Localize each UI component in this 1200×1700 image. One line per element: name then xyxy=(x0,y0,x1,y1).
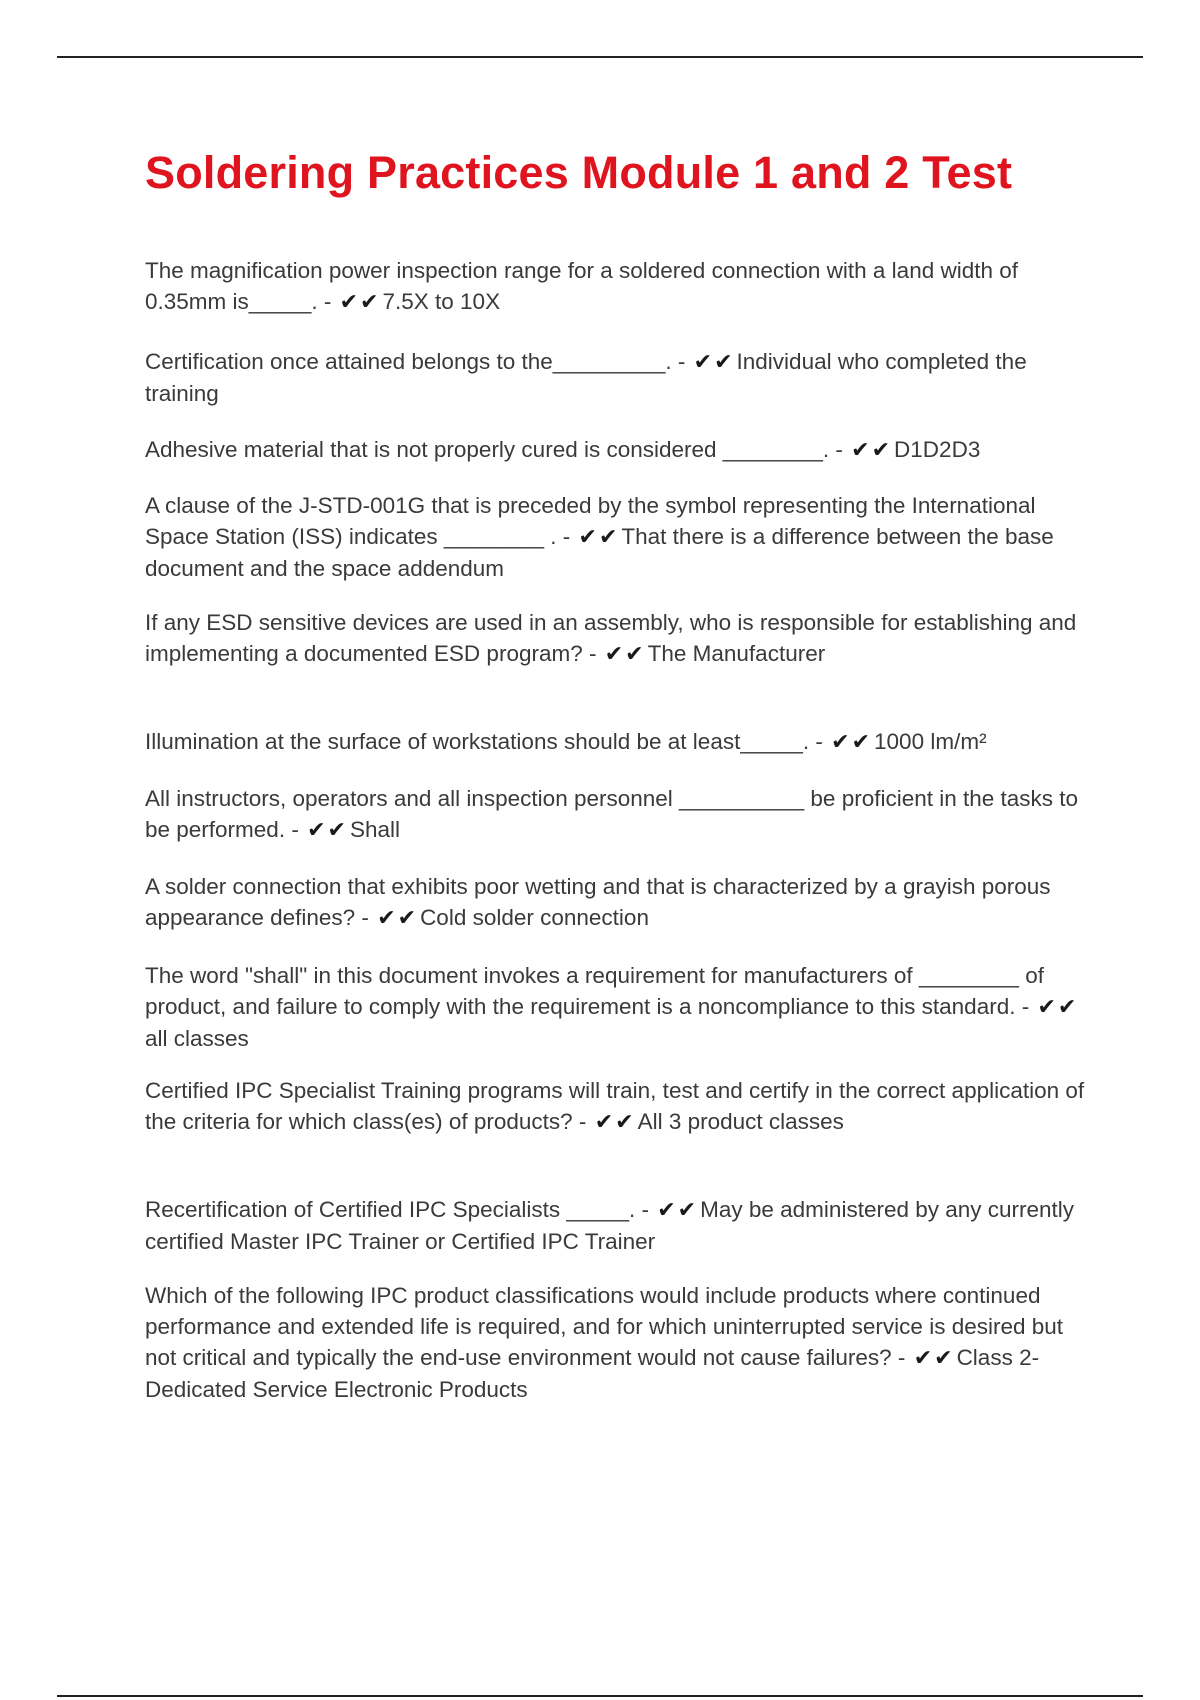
answer-text: May be administered by any currently certified Master IPC Trainer or Certified IPC Trainer xyxy=(145,1197,1075,1254)
question-text: The magnification power inspection range for a soldered connection with a land width of 0.35mm is_____. - xyxy=(145,258,1019,314)
question-text: If any ESD sensitive devices are used in an assembly, who is responsible for establishing and implementing a documented ESD program? - xyxy=(145,610,1077,666)
double-check-icon: ✔✔ xyxy=(913,1346,955,1371)
question-text: Illumination at the surface of workstations should be at least_____. - xyxy=(145,729,823,754)
qa-item-9 xyxy=(145,960,1090,1054)
qa-item-12 xyxy=(145,1280,1090,1405)
qa-item-7 xyxy=(145,783,1090,846)
question-text: The word "shall" in this document invokes a requirement for manufacturers of ________ of product, and failure to comply with the requirement is a noncompliance to this standard. - xyxy=(145,963,1044,1019)
answer-text: 7.5X to 10X xyxy=(382,289,501,314)
page-title: Soldering Practices Module 1 and 2 Test xyxy=(145,147,1013,198)
top-rule xyxy=(57,56,1143,58)
qa-item-6 xyxy=(145,726,1090,758)
question-text: A solder connection that exhibits poor wetting and that is characterized by a grayish porous appearance defines? - xyxy=(145,874,1051,930)
answer-text: 1000 lm/m² xyxy=(874,729,987,754)
answer-text: The Manufacturer xyxy=(647,641,826,666)
question-text: Certification once attained belongs to the_________. - xyxy=(145,349,686,374)
question-text: All instructors, operators and all inspection personnel __________ be proficient in the tasks to be performed. - xyxy=(145,786,1079,842)
double-check-icon: ✔✔ xyxy=(594,1110,636,1135)
double-check-icon: ✔✔ xyxy=(657,1198,699,1223)
answer-text: D1D2D3 xyxy=(894,437,981,462)
question-text: Certified IPC Specialist Training programs will train, test and certify in the correct application of the criteria for which class(es) of products? - xyxy=(145,1078,1085,1134)
question-text: A clause of the J-STD-001G that is preceded by the symbol representing the International Space Station (ISS) indicates ________ . - xyxy=(145,493,1036,549)
question-text: Which of the following IPC product classifications would include products where continued performance and extended life is required, and for which uninterrupted service is desired but not critical and typically the end-use environment would not cause failures? - xyxy=(145,1283,1064,1370)
answer-text: Cold solder connection xyxy=(420,905,649,930)
double-check-icon: ✔✔ xyxy=(578,525,620,550)
double-check-icon: ✔✔ xyxy=(339,290,381,315)
qa-item-5 xyxy=(145,607,1090,670)
double-check-icon: ✔✔ xyxy=(851,438,893,463)
qa-item-1 xyxy=(145,255,1090,318)
qa-item-3 xyxy=(145,434,1090,466)
bottom-rule xyxy=(57,1695,1143,1697)
answer-text: Shall xyxy=(349,817,401,842)
answer-text: That there is a difference between the base document and the space addendum xyxy=(145,524,1054,581)
double-check-icon: ✔✔ xyxy=(307,818,348,843)
qa-item-4 xyxy=(145,490,1090,584)
double-check-icon: ✔✔ xyxy=(1037,995,1079,1020)
double-check-icon: ✔✔ xyxy=(377,906,419,931)
answer-text: Individual who completed the training xyxy=(145,349,1027,406)
question-text: Recertification of Certified IPC Specialists _____. - xyxy=(145,1197,649,1222)
qa-item-11 xyxy=(145,1194,1090,1257)
answer-text: all classes xyxy=(145,1026,249,1051)
qa-item-10 xyxy=(145,1075,1090,1138)
double-check-icon: ✔✔ xyxy=(831,730,873,755)
qa-item-8 xyxy=(145,871,1090,934)
qa-item-2 xyxy=(145,346,1090,409)
double-check-icon: ✔✔ xyxy=(693,350,735,375)
double-check-icon: ✔✔ xyxy=(604,642,646,667)
answer-text: Class 2- Dedicated Service Electronic Products xyxy=(145,1345,1040,1402)
question-text: Adhesive material that is not properly cured is considered ________. - xyxy=(145,437,843,462)
answer-text: All 3 product classes xyxy=(637,1109,844,1134)
